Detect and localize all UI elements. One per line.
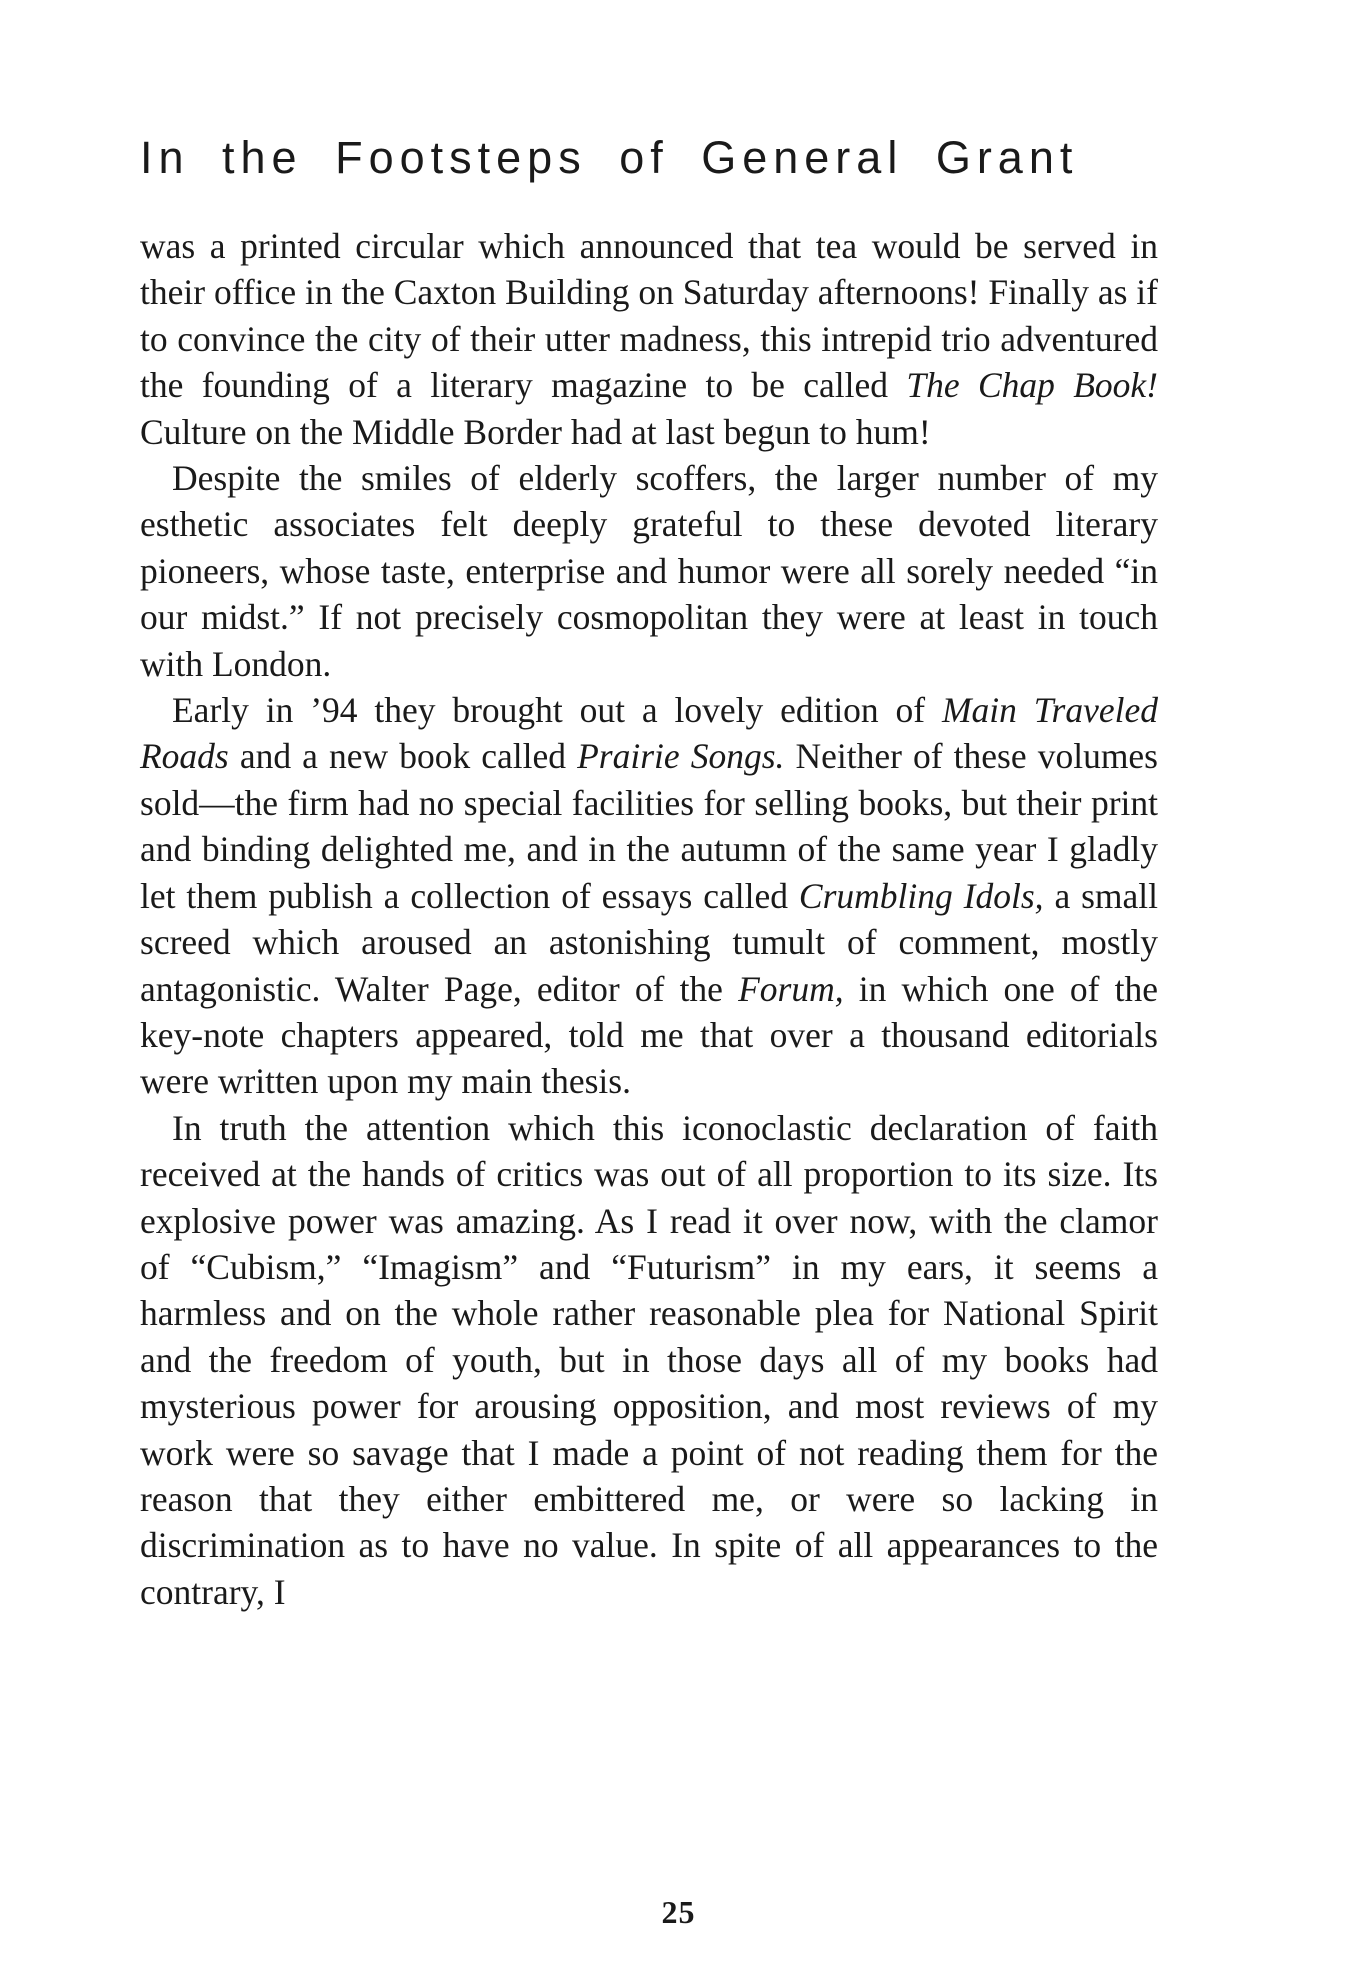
text-run: In truth the attention which this iconoclastic declaration of faith received at the hands of critics was out of all proportion to its size. Its explosive power was amazing. As I read it over now, with the clamor of “Cubism,” “Imagism” and “Futurism” in my ears, it seems a harmless and on the whole rather reasonable plea for National Spirit and the freedom of youth, but in those days all of my books had mysterious power for arousing opposition, and most reviews of my work were so savage that I made a point of not reading them for the reason that they either embittered me, or were so lacking in discrimination as to have no value. In spite of all appearances to the contrary, I <box>140 1107 1158 1612</box>
text-run: a small screed which aroused an astonishing tumult of comment, mostly antagonistic. Walter Page, editor of the <box>140 875 1159 1009</box>
paragraph <box>140 1105 1158 1615</box>
italic-title: Crumbling Idols, <box>798 875 1044 916</box>
italic-title: Main Traveled Roads <box>140 690 1158 777</box>
text-run: and a new book called <box>228 736 578 777</box>
paragraph <box>140 687 1158 1105</box>
page-number: 25 <box>661 1894 696 1930</box>
text-run: was a printed circular which announced that tea would be served in their office in the Caxton Building on Saturday afternoons! Finally as if to convince the city of their utter madness, this intrepid trio adventured the founding of a literary magazine to be called <box>140 226 1158 406</box>
italic-title: Forum, <box>738 968 844 1009</box>
italic-title: The Chap Book! <box>906 365 1158 406</box>
running-head: In the Footsteps of General Grant <box>140 132 1079 183</box>
paragraph <box>140 223 1158 455</box>
paragraph <box>140 455 1158 687</box>
italic-title: Prairie Songs. <box>577 736 785 777</box>
text-run: Neither of these volumes sold—the firm had no special facilities for selling books, but their print and binding delighted me, and in the autumn of the same year I gladly let them publish a collection of essays called <box>140 736 1158 916</box>
text-run: Despite the smiles of elderly scoffers, the larger number of my esthetic associates felt deeply grateful to these devoted literary pioneers, whose taste, enterprise and humor were all sorely needed “in our midst.” If not precisely cosmopolitan they were at least in touch with London. <box>140 458 1158 684</box>
text-run: Culture on the Middle Border had at last begun to hum! <box>140 411 931 452</box>
body-text <box>140 223 1158 1615</box>
text-run: in which one of the key-note chapters appeared, told me that over a thousand editorials were written upon my main thesis. <box>140 968 1159 1102</box>
text-run: Early in ’94 they brought out a lovely edition of <box>172 690 942 731</box>
